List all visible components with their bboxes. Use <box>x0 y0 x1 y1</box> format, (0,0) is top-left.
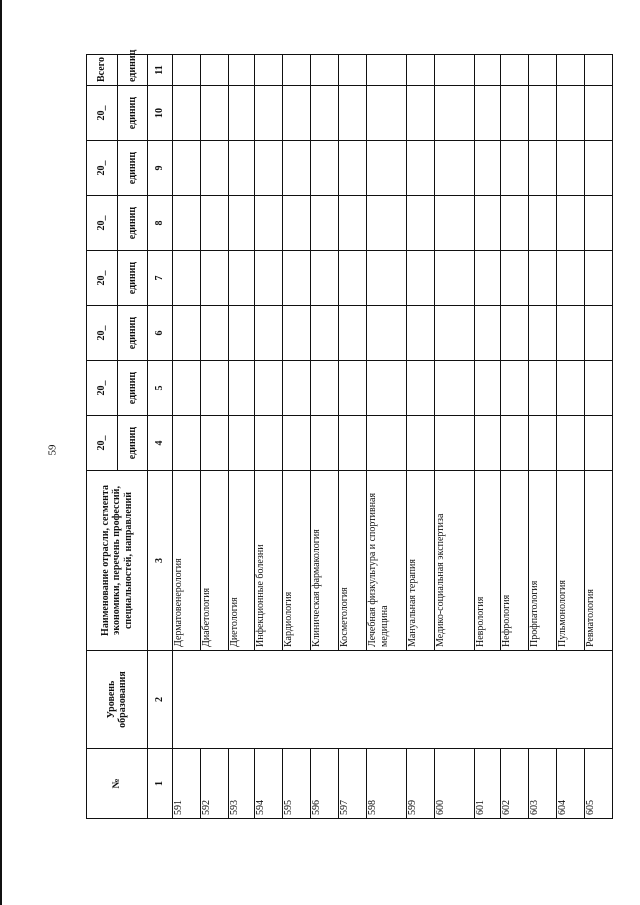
row-year-1 <box>201 416 229 471</box>
row-year-3 <box>173 306 201 361</box>
row-total <box>229 55 255 86</box>
row-year-1 <box>367 416 407 471</box>
row-year-1 <box>173 416 201 471</box>
row-name: Косметология <box>339 471 367 651</box>
row-year-7 <box>435 86 475 141</box>
row-year-3 <box>501 306 529 361</box>
row-total <box>529 55 557 86</box>
table-row <box>173 55 201 819</box>
row-year-1 <box>255 416 283 471</box>
row-year-3 <box>557 306 585 361</box>
row-year-7 <box>475 86 501 141</box>
row-year-4 <box>339 251 367 306</box>
unit-7: единиц <box>117 86 148 141</box>
row-year-4 <box>557 251 585 306</box>
row-year-5 <box>367 196 407 251</box>
row-year-3 <box>311 306 339 361</box>
row-year-7 <box>407 86 435 141</box>
row-year-5 <box>201 196 229 251</box>
row-total <box>367 55 407 86</box>
row-num: 599 <box>407 749 435 819</box>
header-total: Всего <box>87 55 118 86</box>
row-year-3 <box>407 306 435 361</box>
row-year-5 <box>311 196 339 251</box>
row-year-7 <box>173 86 201 141</box>
row-year-6 <box>367 141 407 196</box>
row-year-5 <box>529 196 557 251</box>
row-year-3 <box>585 306 613 361</box>
row-name: Пульмонология <box>557 471 585 651</box>
row-year-6 <box>501 141 529 196</box>
row-year-3 <box>201 306 229 361</box>
row-num: 594 <box>255 749 283 819</box>
row-year-1 <box>435 416 475 471</box>
row-year-7 <box>255 86 283 141</box>
page-number <box>42 420 62 480</box>
header-row <box>87 55 118 819</box>
row-year-6 <box>475 141 501 196</box>
row-year-1 <box>585 416 613 471</box>
row-year-5 <box>339 196 367 251</box>
row-year-3 <box>255 306 283 361</box>
row-name: Мануальная терапия <box>407 471 435 651</box>
col-num-10: 10 <box>148 86 173 141</box>
row-year-1 <box>339 416 367 471</box>
row-name: Ревматология <box>585 471 613 651</box>
unit-total: единиц <box>117 55 148 86</box>
row-total <box>173 55 201 86</box>
row-year-7 <box>501 86 529 141</box>
row-total <box>339 55 367 86</box>
row-year-7 <box>283 86 311 141</box>
row-year-6 <box>311 141 339 196</box>
header-level: Уровень образования <box>87 651 148 749</box>
row-year-5 <box>229 196 255 251</box>
row-year-2 <box>201 361 229 416</box>
row-year-4 <box>367 251 407 306</box>
row-year-5 <box>501 196 529 251</box>
row-year-5 <box>173 196 201 251</box>
unit-2: единиц <box>117 361 148 416</box>
row-year-1 <box>557 416 585 471</box>
row-year-7 <box>201 86 229 141</box>
row-num: 605 <box>585 749 613 819</box>
row-total <box>435 55 475 86</box>
table-body <box>173 55 613 819</box>
row-num: 602 <box>501 749 529 819</box>
row-year-4 <box>283 251 311 306</box>
row-year-5 <box>283 196 311 251</box>
row-num: 600 <box>435 749 475 819</box>
row-name: Диабетология <box>201 471 229 651</box>
row-year-6 <box>435 141 475 196</box>
col-num-11: 11 <box>148 55 173 86</box>
header-year-4: 20_ <box>87 251 118 306</box>
row-year-3 <box>283 306 311 361</box>
col-num-8: 8 <box>148 196 173 251</box>
row-year-2 <box>229 361 255 416</box>
row-num: 592 <box>201 749 229 819</box>
column-number-row <box>148 55 173 819</box>
unit-6: единиц <box>117 141 148 196</box>
row-year-2 <box>173 361 201 416</box>
row-year-2 <box>311 361 339 416</box>
row-year-4 <box>255 251 283 306</box>
row-year-2 <box>475 361 501 416</box>
row-year-4 <box>475 251 501 306</box>
row-year-3 <box>435 306 475 361</box>
row-year-5 <box>255 196 283 251</box>
row-num: 597 <box>339 749 367 819</box>
row-year-1 <box>529 416 557 471</box>
header-year-5: 20_ <box>87 196 118 251</box>
col-num-4: 4 <box>148 416 173 471</box>
row-total <box>557 55 585 86</box>
row-year-4 <box>585 251 613 306</box>
row-name: Дерматовенерология <box>173 471 201 651</box>
row-year-2 <box>283 361 311 416</box>
row-year-1 <box>229 416 255 471</box>
header-year-7: 20_ <box>87 86 118 141</box>
row-name: Неврология <box>475 471 501 651</box>
row-total <box>255 55 283 86</box>
row-year-1 <box>311 416 339 471</box>
row-year-6 <box>529 141 557 196</box>
row-year-5 <box>407 196 435 251</box>
row-num: 596 <box>311 749 339 819</box>
row-name: Инфекционные болезни <box>255 471 283 651</box>
page-edge-line <box>0 0 2 905</box>
row-year-6 <box>339 141 367 196</box>
row-year-7 <box>585 86 613 141</box>
col-num-9: 9 <box>148 141 173 196</box>
row-year-6 <box>407 141 435 196</box>
row-year-7 <box>229 86 255 141</box>
header-year-3: 20_ <box>87 306 118 361</box>
row-year-1 <box>283 416 311 471</box>
row-year-7 <box>311 86 339 141</box>
row-total <box>585 55 613 86</box>
header-year-2: 20_ <box>87 361 118 416</box>
row-year-7 <box>367 86 407 141</box>
header-year-1: 20_ <box>87 416 118 471</box>
unit-3: единиц <box>117 306 148 361</box>
header-name: Наименование отрасли, сегмента экономики, перечень профессий, специальностей, направлений <box>87 471 148 651</box>
row-total <box>475 55 501 86</box>
col-num-7: 7 <box>148 251 173 306</box>
row-year-2 <box>255 361 283 416</box>
row-total <box>407 55 435 86</box>
row-total <box>283 55 311 86</box>
row-num: 601 <box>475 749 501 819</box>
row-year-4 <box>435 251 475 306</box>
row-year-5 <box>475 196 501 251</box>
row-num: 603 <box>529 749 557 819</box>
row-total <box>201 55 229 86</box>
row-name: Профпатология <box>529 471 557 651</box>
row-year-4 <box>407 251 435 306</box>
row-year-6 <box>283 141 311 196</box>
row-name: Лечебная физкультура и спортивная медицина <box>367 471 407 651</box>
row-year-4 <box>229 251 255 306</box>
row-total <box>311 55 339 86</box>
row-year-2 <box>501 361 529 416</box>
col-num-2: 2 <box>148 651 173 749</box>
col-num-5: 5 <box>148 361 173 416</box>
row-year-2 <box>339 361 367 416</box>
row-year-4 <box>529 251 557 306</box>
professions-table <box>86 49 613 819</box>
row-year-5 <box>435 196 475 251</box>
row-year-1 <box>407 416 435 471</box>
row-level <box>173 651 613 749</box>
row-num: 595 <box>283 749 311 819</box>
row-name: Медико-социальная экспертиза <box>435 471 475 651</box>
row-num: 591 <box>173 749 201 819</box>
row-year-3 <box>339 306 367 361</box>
unit-4: единиц <box>117 251 148 306</box>
row-num: 593 <box>229 749 255 819</box>
row-year-2 <box>367 361 407 416</box>
row-year-4 <box>311 251 339 306</box>
row-year-3 <box>229 306 255 361</box>
row-year-6 <box>585 141 613 196</box>
row-year-7 <box>339 86 367 141</box>
row-name: Нефрология <box>501 471 529 651</box>
row-year-5 <box>585 196 613 251</box>
row-year-2 <box>585 361 613 416</box>
unit-1: единиц <box>117 416 148 471</box>
row-year-3 <box>529 306 557 361</box>
col-num-1: 1 <box>148 749 173 819</box>
row-year-6 <box>557 141 585 196</box>
row-year-6 <box>255 141 283 196</box>
row-year-2 <box>557 361 585 416</box>
row-year-4 <box>173 251 201 306</box>
row-year-6 <box>173 141 201 196</box>
row-name: Клиническая фармакология <box>311 471 339 651</box>
row-year-7 <box>529 86 557 141</box>
row-year-4 <box>201 251 229 306</box>
page-number-text: 59 <box>46 444 58 456</box>
row-name: Диетология <box>229 471 255 651</box>
row-year-2 <box>407 361 435 416</box>
row-year-3 <box>475 306 501 361</box>
row-year-3 <box>367 306 407 361</box>
row-year-6 <box>229 141 255 196</box>
col-num-3: 3 <box>148 471 173 651</box>
row-name: Кардиология <box>283 471 311 651</box>
header-num: № <box>87 749 148 819</box>
unit-5: единиц <box>117 196 148 251</box>
row-year-5 <box>557 196 585 251</box>
row-year-7 <box>557 86 585 141</box>
row-num: 598 <box>367 749 407 819</box>
row-year-6 <box>201 141 229 196</box>
row-total <box>501 55 529 86</box>
row-year-4 <box>501 251 529 306</box>
row-year-2 <box>435 361 475 416</box>
row-year-2 <box>529 361 557 416</box>
row-year-1 <box>501 416 529 471</box>
col-num-6: 6 <box>148 306 173 361</box>
header-year-6: 20_ <box>87 141 118 196</box>
rotated-table-container <box>86 49 600 819</box>
row-num: 604 <box>557 749 585 819</box>
row-year-1 <box>475 416 501 471</box>
